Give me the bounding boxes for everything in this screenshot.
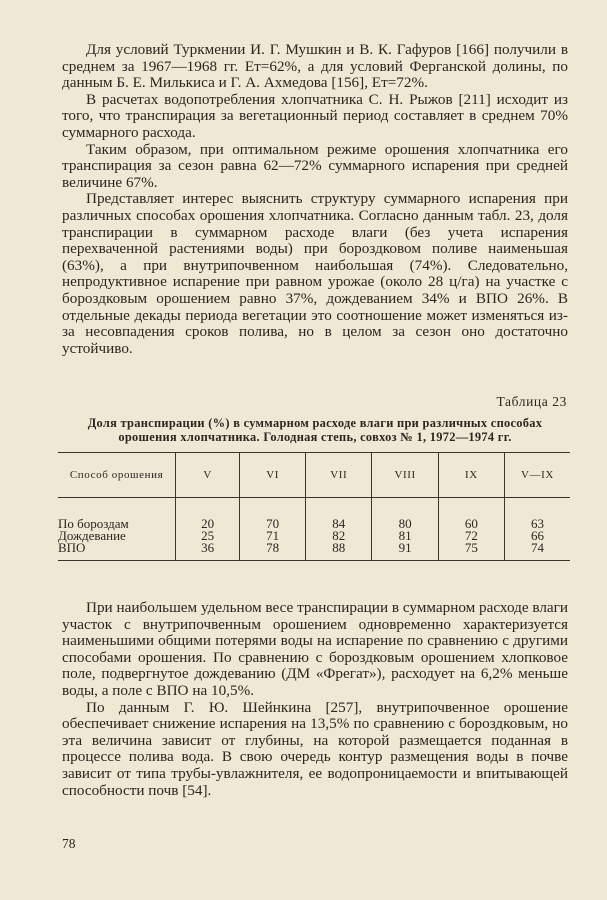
table-cell: 66 <box>504 530 570 542</box>
row-label: Дождевание <box>58 528 126 543</box>
table-cell: 20 <box>176 518 240 530</box>
table-cell: 71 <box>240 530 306 542</box>
header-month-vi: VI <box>240 453 306 498</box>
paragraph: По данным Г. Ю. Шейнкина [257], внутрипочвенное орошение обеспечивает снижение испарения на 13,5% по сравнению с бороздковым, но эта величина зависит от глубины, на которой размещается поданная в процессе полива вода. В свою очередь контур размещения воды в почве зависит от типа трубы-увлажнителя, ее водопроницаемости и впитывающей способности почв [54]. <box>62 698 568 799</box>
header-month-vii: VII <box>306 453 372 498</box>
table-cell: 60 <box>438 518 504 530</box>
table-cell: 81 <box>372 530 439 542</box>
data-table <box>58 452 570 561</box>
header-month-ix: IX <box>438 453 504 498</box>
table-caption: Доля транспирации (%) в суммарном расходе влаги при различных способах орошения хлопчатника. Голодная степь, совхоз № 1, 1972—1974 гг. <box>87 416 543 444</box>
paragraph: При наибольшем удельном весе транспирации в суммарном расходе влаги участок с внутрипочвенным орошением одновременно характеризуется наименьшими общими потерями воды на испарение по сравнению с другими способами орошения. По сравнению с бороздковым орошением хлопковое поле, подвергнутое дождеванию (ДМ «Фрегат»), расходует на 6,2% меньше воды, а поле с ВПО на 10,5%. <box>62 599 569 699</box>
table-header-row <box>58 453 570 498</box>
paragraph: Для условий Туркмении И. Г. Мушкин и В. К. Гафуров [166] получили в среднем за 1967—1968 гг. Eт=62%, а для условий Ферганской долины, по данным Б. Е. Милькиса и Г. А. Ахмедова [156], Eт=72%. <box>62 41 568 92</box>
table-cell: 80 <box>372 518 439 530</box>
table-cell: 88 <box>306 542 372 561</box>
paragraph: Представляет интерес выяснить структуру суммарного испарения при различных способах орошения хлопчатника. Согласно данным табл. 23, доля транспирации в суммарном расходе влаги (без учета испарения перехваченной растениями воды) при бороздковом поливе наименьшая (63%), а при внутрипочвенном наибольшая (74%). Следовательно, непродуктивное испарение при равном урожае (около 28 ц/га) на участке с бороздковым орошением равно 37%, дождеванием 34% и ВПО 26%. В отдельные декады периода вегетации это соотношение может изменяться из-за несовпадения сроков полива, но в целом за сезон оно достаточно устойчиво. <box>62 190 568 357</box>
paragraph: В расчетах водопотребления хлопчатника С. Н. Рыжов [211] исходит из того, что транспирация за вегетационный период составляет в среднем 70% суммарного расхода. <box>62 90 568 141</box>
header-season: V—IX <box>504 453 570 498</box>
table-cell: 78 <box>240 542 306 561</box>
paragraph: Таким образом, при оптимальном режиме орошения хлопчатника его транспирация за сезон равна 62—72% суммарного испарения при средней величине 67%. <box>62 140 568 191</box>
table-label: Таблица 23 <box>496 394 567 409</box>
body-text-bottom <box>62 600 568 799</box>
table-cell: 72 <box>438 530 504 542</box>
header-method: Способ орошения <box>58 453 176 498</box>
table-cell: 36 <box>176 542 240 561</box>
row-label: По бороздам <box>58 516 129 531</box>
table-cell: 91 <box>372 542 439 561</box>
row-label: ВПО <box>58 542 176 561</box>
table-row <box>58 530 570 542</box>
table-cell: 63 <box>504 518 570 530</box>
table-row <box>58 542 570 561</box>
table-cell: 82 <box>306 530 372 542</box>
body-text-top <box>62 42 568 357</box>
table-cell: 75 <box>438 542 504 561</box>
header-month-viii: VIII <box>372 453 439 498</box>
table-cell: 70 <box>240 518 306 530</box>
table-cell: 84 <box>306 518 372 530</box>
header-month-v: V <box>176 453 240 498</box>
table-cell: 25 <box>176 530 240 542</box>
table-row <box>58 518 570 530</box>
page-number: 78 <box>62 836 76 851</box>
table-cell: 74 <box>504 542 570 561</box>
